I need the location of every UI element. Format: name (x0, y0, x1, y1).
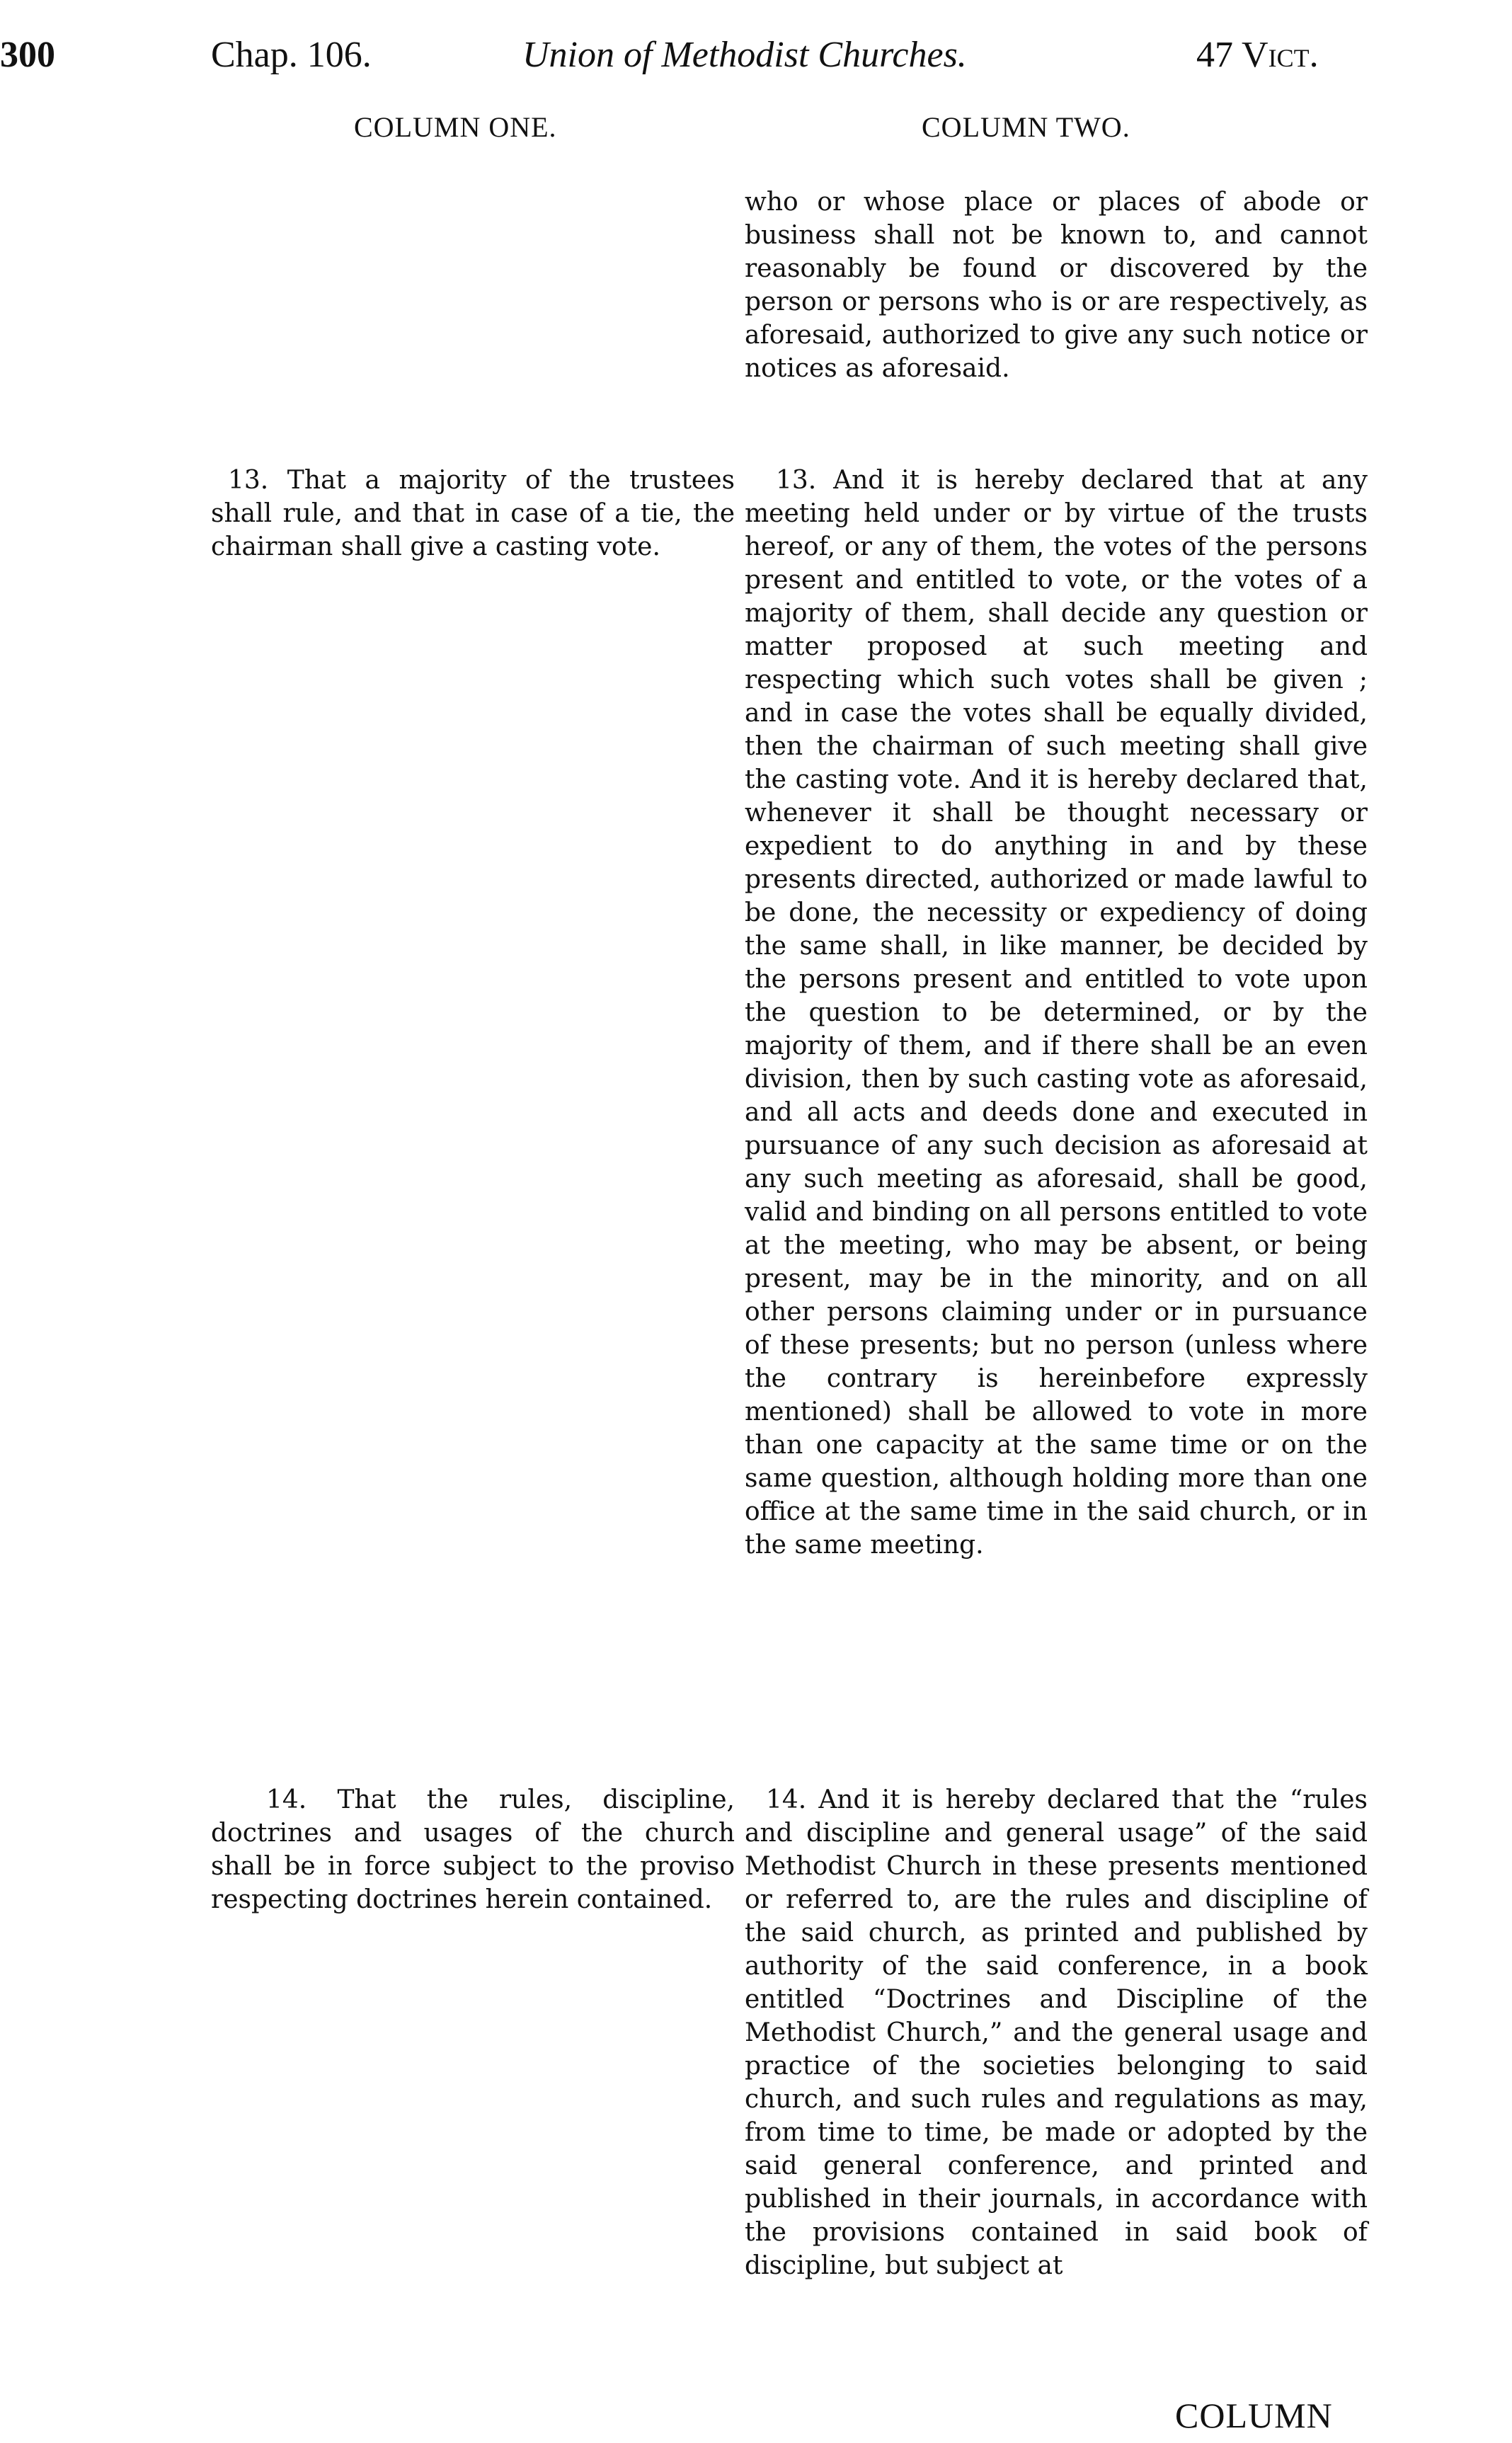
act-title: Union of Methodist Churches. (522, 35, 967, 75)
section-13-column-two: 13. And it is hereby declared that at any meeting held under or by virtue of the trusts hereof, or any of them, the votes of the persons present and entitled to vote, or the votes of a majority of them, shall decide any question or matter proposed at such meeting and respecting which such votes shall be given ; and in case the votes shall be equally divided, then the chairman of such meeting shall give the casting vote. And it is hereby declared that, whenever it shall be thought necessary or expedient to do anything in and by these presents directed, authorized or made lawful to be done, the necessity or expediency of doing the same shall, in like manner, be decided by the persons present and entitled to vote upon the question to be determined, or by the majority of them, and if there shall be an even division, then by such casting vote as aforesaid, and all acts and deeds done and executed in pursuance of any such decision as aforesaid at any such meeting as aforesaid, shall be good, valid and binding on all persons entitled to vote at the meeting, who may be absent, or being present, may be in the minority, and on all other persons claiming under or in pursuance of these presents; but no person (unless where the contrary is hereinbefore expressly mentioned) shall be allowed to vote in more than one capacity at the same time or on the same question, although holding more than one office at the same time in the said church, or in the same meeting. (745, 466, 1368, 1560)
column-one-heading: COLUMN ONE. (354, 111, 557, 143)
catchword: COLUMN (1175, 2396, 1333, 2435)
column-two-heading: COLUMN TWO. (922, 111, 1130, 143)
running-header (0, 27, 1512, 84)
section-14-column-one: 14. That the rules, discipline, doctrines and usages of the church shall be in force subject to the proviso respecting doctrines herein contained. (211, 1785, 735, 1914)
section-13-column-one: 13. That a majority of the trustees shall rule, and that in case of a tie, the chairman shall give a casting vote. (211, 466, 735, 561)
column-two-continued-paragraph: who or whose place or places of abode or business shall not be known to, and cannot reasonably be found or discovered by the person or persons who is or are respectively, as aforesaid, authorized to give any such notice or notices as aforesaid. (745, 188, 1368, 383)
page-number: 300 (0, 35, 55, 75)
section-14-column-two: 14. And it is hereby declared that the “rules and discipline and general usage” of the said Methodist Church in these presents mentioned or referred to, are the rules and discipline of the said church, as printed and published by authority of the said conference, in a book entitled “Doctrines and Discipline of the Methodist Church,” and the general usage and practice of the societies belonging to said church, and such rules and regulations as may, from time to time, be made or adopted by the said general conference, and printed and published in their journals, in accordance with the provisions contained in said book of discipline, but subject at (745, 1785, 1368, 2280)
regnal-year: 47 Vict. (1196, 35, 1319, 75)
chapter-reference: Chap. 106. (211, 35, 372, 75)
